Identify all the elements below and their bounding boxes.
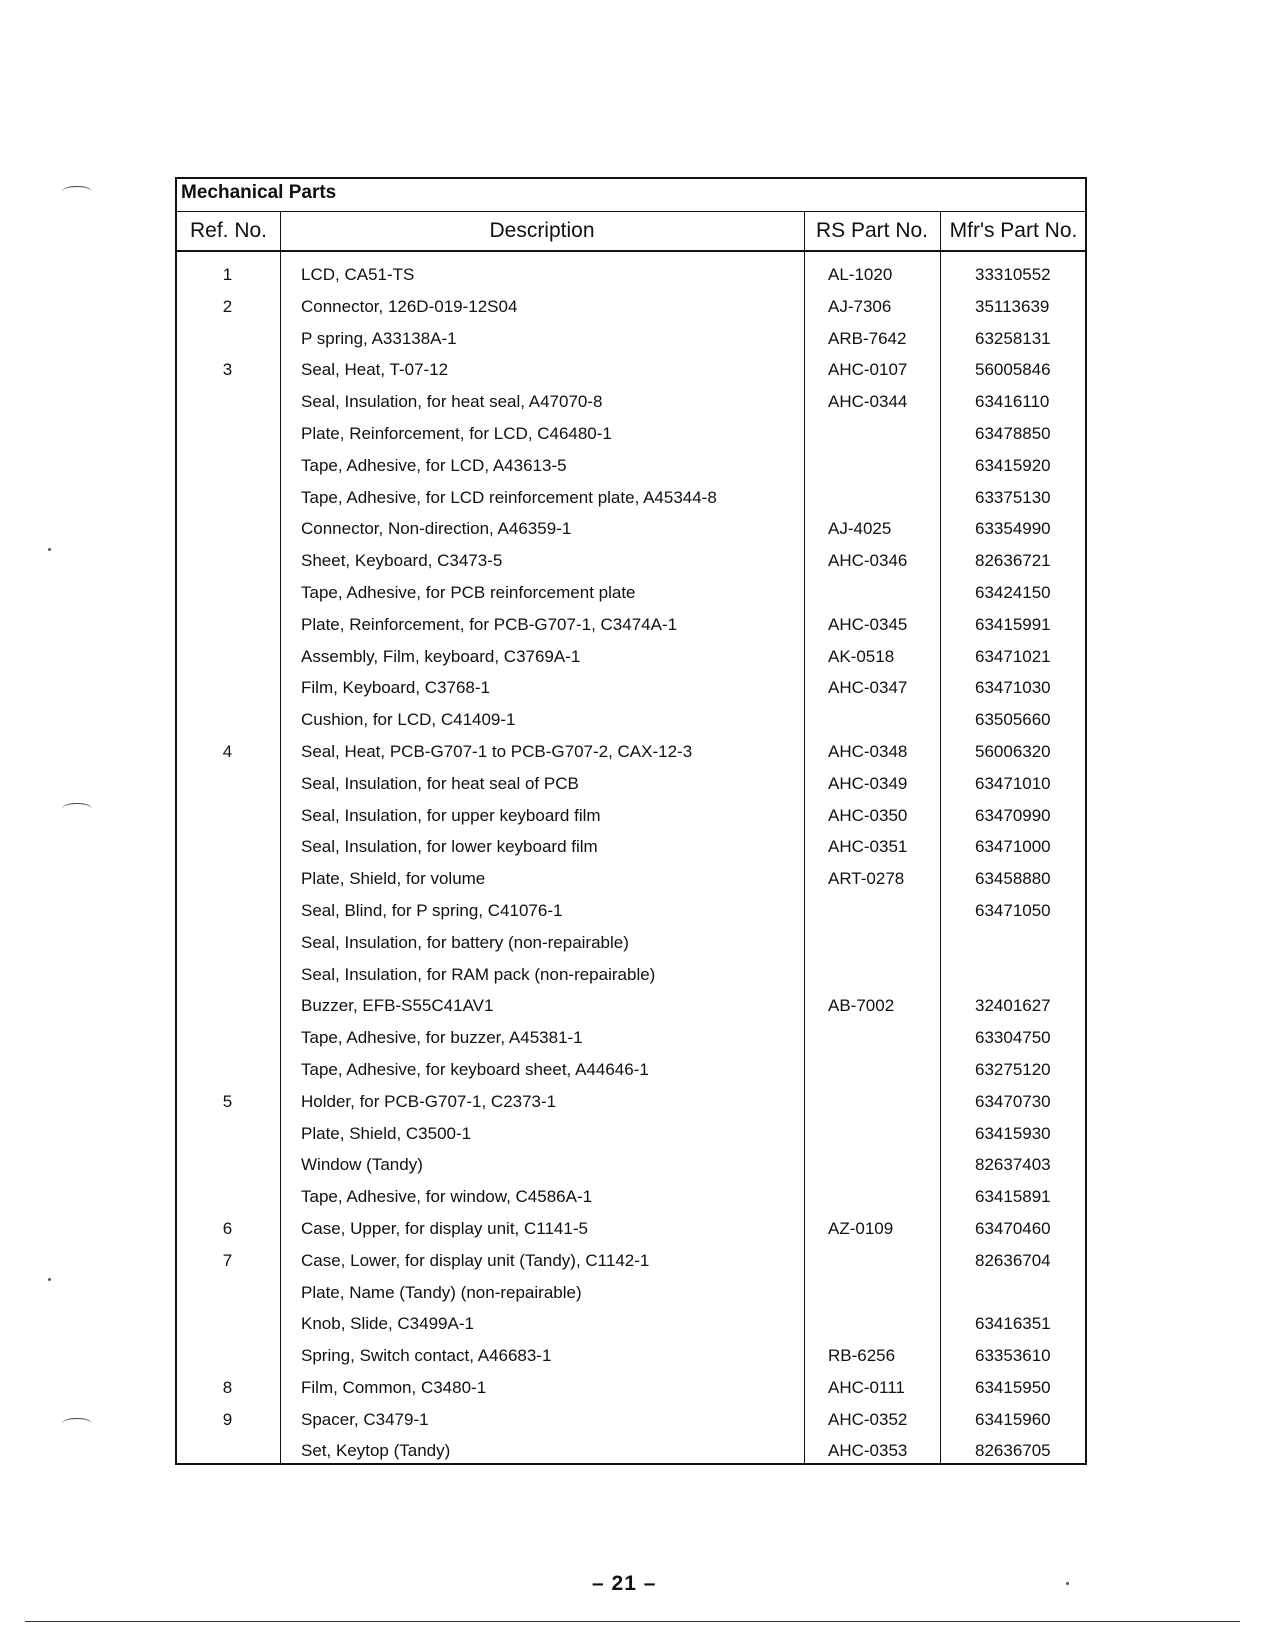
margin-mark	[62, 186, 92, 197]
rs-part-cell: AHC-0111	[828, 1377, 905, 1397]
description-cell: Holder, for PCB-G707-1, C2373-1	[301, 1091, 557, 1111]
ref-cell: 6	[222, 1218, 233, 1238]
table-row	[177, 1277, 1085, 1309]
rs-part-cell: AHC-0350	[828, 805, 908, 825]
mfr-part-cell: 63375130	[975, 487, 1051, 507]
table-row	[177, 863, 1085, 895]
description-cell: Assembly, Film, keyboard, C3769A-1	[301, 646, 581, 666]
description-cell: Film, Common, C3480-1	[301, 1377, 487, 1397]
table-row	[177, 1181, 1085, 1213]
description-cell: Cushion, for LCD, C41409-1	[301, 710, 516, 730]
description-cell: Connector, Non-direction, A46359-1	[301, 519, 572, 539]
mfr-part-cell: 63275120	[975, 1059, 1051, 1079]
mfr-part-cell: 63415920	[975, 455, 1051, 475]
rs-part-cell: AHC-0347	[828, 678, 908, 698]
description-cell: Tape, Adhesive, for LCD, A43613-5	[301, 455, 567, 475]
table-row	[177, 577, 1085, 609]
description-cell: Spacer, C3479-1	[301, 1409, 429, 1429]
mfr-part-cell: 63470730	[975, 1091, 1051, 1111]
table-row	[177, 736, 1085, 768]
description-cell: Plate, Reinforcement, for LCD, C46480-1	[301, 423, 612, 443]
header-mfr-part: Mfr's Part No.	[940, 212, 1087, 252]
table-row	[177, 1404, 1085, 1436]
rs-part-cell: AK-0518	[828, 646, 895, 666]
description-cell: Plate, Shield, for volume	[301, 869, 486, 889]
table-row	[177, 641, 1085, 673]
mfr-part-cell: 63505660	[975, 710, 1051, 730]
table-row	[177, 545, 1085, 577]
description-cell: Seal, Insulation, for RAM pack (non-repairable)	[301, 964, 656, 984]
table-row	[177, 354, 1085, 386]
parts-table	[175, 177, 1087, 1465]
ref-cell: 9	[222, 1409, 233, 1429]
mfr-part-cell: 63415891	[975, 1187, 1051, 1207]
mfr-part-cell: 63354990	[975, 519, 1051, 539]
rs-part-cell: AHC-0351	[828, 837, 908, 857]
mfr-part-cell: 32401627	[975, 996, 1051, 1016]
description-cell: Seal, Insulation, for battery (non-repairable)	[301, 932, 629, 952]
description-cell: Seal, Blind, for P spring, C41076-1	[301, 900, 563, 920]
page-number: – 21 –	[592, 1572, 657, 1595]
rs-part-cell: ARB-7642	[828, 328, 907, 348]
rs-part-cell: AB-7002	[828, 996, 895, 1016]
table-row	[177, 704, 1085, 736]
table-row	[177, 672, 1085, 704]
mfr-part-cell: 63470990	[975, 805, 1051, 825]
description-cell: Plate, Name (Tandy) (non-repairable)	[301, 1282, 582, 1302]
margin-mark	[62, 1418, 92, 1429]
description-cell: Spring, Switch contact, A46683-1	[301, 1346, 552, 1366]
ref-cell: 7	[222, 1250, 233, 1270]
description-cell: Tape, Adhesive, for buzzer, A45381-1	[301, 1028, 583, 1048]
description-cell: Set, Keytop (Tandy)	[301, 1441, 451, 1461]
mfr-part-cell: 56005846	[975, 360, 1051, 380]
table-row	[177, 291, 1085, 323]
mfr-part-cell: 63415950	[975, 1377, 1051, 1397]
table-row	[177, 450, 1085, 482]
description-cell: Film, Keyboard, C3768-1	[301, 678, 490, 698]
rs-part-cell: RB-6256	[828, 1346, 896, 1366]
description-cell: Connector, 126D-019-12S04	[301, 296, 518, 316]
description-cell: Window (Tandy)	[301, 1155, 423, 1175]
bottom-rule	[25, 1621, 1240, 1622]
rs-part-cell: AHC-0346	[828, 551, 908, 571]
description-cell: Seal, Insulation, for lower keyboard film	[301, 837, 598, 857]
ref-cell: 4	[222, 741, 233, 761]
mfr-part-cell: 35113639	[975, 296, 1050, 316]
table-row	[177, 959, 1085, 991]
ref-cell: 1	[222, 265, 233, 284]
rs-part-cell: AHC-0107	[828, 360, 908, 380]
description-cell: P spring, A33138A-1	[301, 328, 457, 348]
rs-part-cell: AHC-0345	[828, 614, 908, 634]
description-cell: Seal, Insulation, for heat seal of PCB	[301, 773, 579, 793]
table-row	[177, 1435, 1085, 1467]
description-cell: Sheet, Keyboard, C3473-5	[301, 551, 503, 571]
scan-dot	[1066, 1582, 1069, 1585]
description-cell: Tape, Adhesive, for keyboard sheet, A44646-1	[301, 1059, 649, 1079]
table-row	[177, 1086, 1085, 1118]
mfr-part-cell: 82637403	[975, 1155, 1051, 1175]
section-title: Mechanical Parts	[177, 179, 1085, 212]
table-row	[177, 1149, 1085, 1181]
table-row	[177, 1022, 1085, 1054]
mfr-part-cell: 63478850	[975, 423, 1051, 443]
mfr-part-cell: 63471000	[975, 837, 1051, 857]
ref-cell: 8	[222, 1377, 233, 1397]
table-row	[177, 927, 1085, 959]
description-cell: Case, Upper, for display unit, C1141-5	[301, 1218, 588, 1238]
table-body	[177, 259, 1085, 1467]
margin-mark	[62, 803, 92, 814]
mfr-part-cell: 63458880	[975, 869, 1051, 889]
description-cell: Knob, Slide, C3499A-1	[301, 1314, 474, 1334]
table-row	[177, 1308, 1085, 1340]
header-ref: Ref. No.	[177, 212, 280, 252]
rs-part-cell: AHC-0353	[828, 1441, 908, 1461]
mfr-part-cell: 82636705	[975, 1441, 1051, 1461]
table-row	[177, 1054, 1085, 1086]
mfr-part-cell: 63471030	[975, 678, 1051, 698]
rs-part-cell: AHC-0349	[828, 773, 908, 793]
mfr-part-cell: 63471010	[975, 773, 1051, 793]
description-cell: Seal, Heat, T-07-12	[301, 360, 449, 380]
rs-part-cell: ART-0278	[828, 869, 905, 889]
mfr-part-cell: 63416351	[975, 1314, 1051, 1334]
table-row	[177, 800, 1085, 832]
mfr-part-cell: 63304750	[975, 1028, 1051, 1048]
table-row	[177, 513, 1085, 545]
mfr-part-cell: 63353610	[975, 1346, 1051, 1366]
mfr-part-cell: 63416110	[975, 392, 1050, 412]
description-cell: Seal, Insulation, for upper keyboard film	[301, 805, 601, 825]
table-row	[177, 418, 1085, 450]
mfr-part-cell: 56006320	[975, 741, 1051, 761]
description-cell: Tape, Adhesive, for LCD reinforcement plate, A45344-8	[301, 487, 717, 507]
mfr-part-cell: 63424150	[975, 582, 1051, 602]
description-cell: Seal, Insulation, for heat seal, A47070-8	[301, 392, 603, 412]
mfr-part-cell: 63415930	[975, 1123, 1051, 1143]
table-row	[177, 1340, 1085, 1372]
table-row	[177, 482, 1085, 514]
ref-cell: 3	[222, 360, 233, 380]
description-cell: Tape, Adhesive, for window, C4586A-1	[301, 1187, 593, 1207]
table-row	[177, 1245, 1085, 1277]
description-cell: Seal, Heat, PCB-G707-1 to PCB-G707-2, CAX-12-3	[301, 741, 693, 761]
table-row	[177, 1118, 1085, 1150]
description-cell: Plate, Shield, C3500-1	[301, 1123, 472, 1143]
mfr-part-cell: 63470460	[975, 1218, 1051, 1238]
rs-part-cell: AL-1020	[828, 265, 893, 284]
table-row	[177, 1372, 1085, 1404]
description-cell: Case, Lower, for display unit (Tandy), C1142-1	[301, 1250, 650, 1270]
table-row	[177, 386, 1085, 418]
rs-part-cell: AJ-4025	[828, 519, 892, 539]
mfr-part-cell: 33310552	[975, 265, 1051, 284]
rs-part-cell: AHC-0348	[828, 741, 908, 761]
scan-dot	[48, 1278, 51, 1281]
description-cell: Plate, Reinforcement, for PCB-G707-1, C3474A-1	[301, 614, 678, 634]
table-row	[177, 831, 1085, 863]
table-row	[177, 323, 1085, 355]
scan-dot	[48, 548, 51, 551]
ref-cell: 2	[222, 296, 233, 316]
header-description: Description	[280, 212, 804, 252]
description-cell: LCD, CA51-TS	[301, 265, 415, 284]
rs-part-cell: AHC-0352	[828, 1409, 908, 1429]
mfr-part-cell: 63471021	[975, 646, 1051, 666]
rs-part-cell: AJ-7306	[828, 296, 892, 316]
mfr-part-cell: 82636721	[975, 551, 1051, 571]
mfr-part-cell: 82636704	[975, 1250, 1051, 1270]
mfr-part-cell: 63415991	[975, 614, 1051, 634]
table-row	[177, 895, 1085, 927]
table-row	[177, 259, 1085, 291]
rs-part-cell: AHC-0344	[828, 392, 908, 412]
mfr-part-cell: 63415960	[975, 1409, 1051, 1429]
rs-part-cell: AZ-0109	[828, 1218, 894, 1238]
mfr-part-cell: 63471050	[975, 900, 1051, 920]
table-row	[177, 990, 1085, 1022]
description-cell: Tape, Adhesive, for PCB reinforcement plate	[301, 582, 636, 602]
header-rs-part: RS Part No.	[804, 212, 940, 252]
table-row	[177, 768, 1085, 800]
mfr-part-cell: 63258131	[975, 328, 1051, 348]
description-cell: Buzzer, EFB-S55C41AV1	[301, 996, 494, 1016]
table-row	[177, 609, 1085, 641]
ref-cell: 5	[222, 1091, 233, 1111]
table-row	[177, 1213, 1085, 1245]
